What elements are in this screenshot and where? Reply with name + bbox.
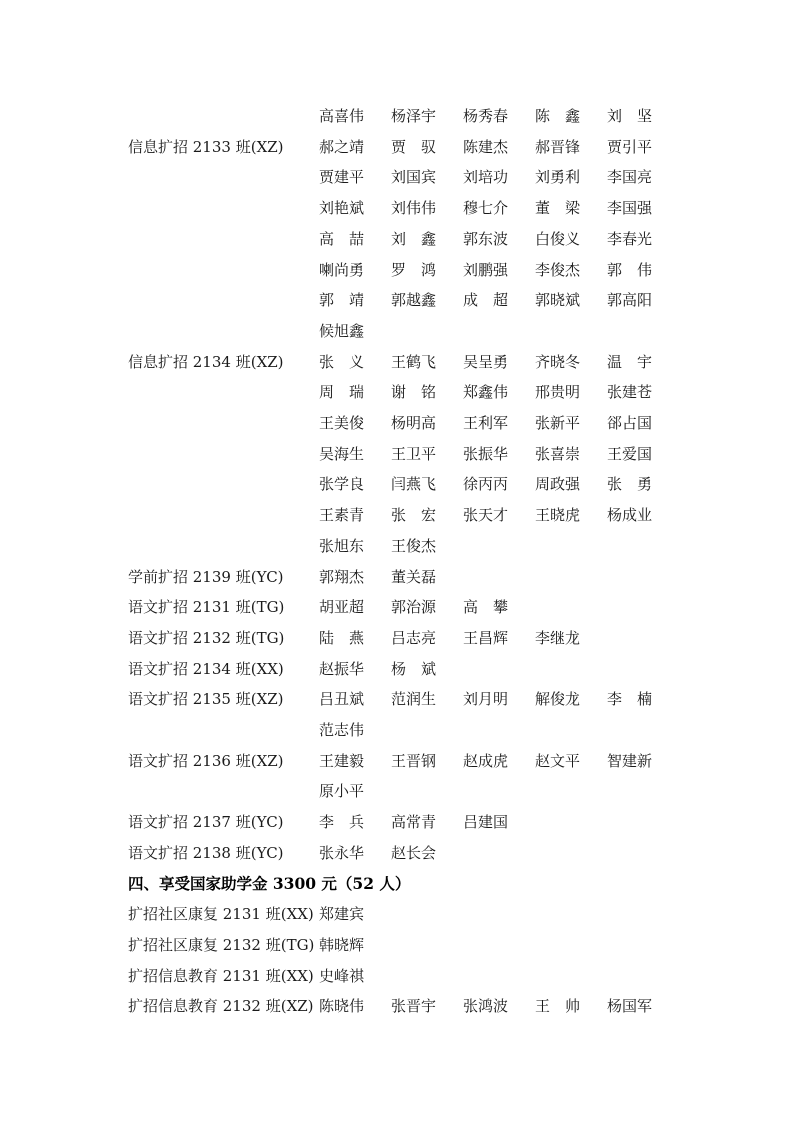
roster-row bbox=[0, 595, 793, 619]
class-label: 语文扩招 2138 班(YC) bbox=[128, 843, 284, 862]
class-label: 扩招社区康复 2131 班(XX) bbox=[128, 905, 314, 924]
roster-row bbox=[0, 749, 793, 773]
student-name: 张永华 bbox=[319, 843, 365, 862]
student-name: 张建苍 bbox=[607, 383, 653, 402]
roster-row bbox=[0, 534, 793, 558]
student-name: 邢贵明 bbox=[535, 383, 581, 402]
student-name: 史峰祺 bbox=[319, 966, 365, 985]
student-name: 刘伟伟 bbox=[391, 199, 437, 218]
student-name: 董 梁 bbox=[535, 199, 581, 218]
roster-row bbox=[0, 933, 793, 957]
student-name: 陈建杰 bbox=[463, 137, 509, 156]
student-name: 高 攀 bbox=[463, 598, 509, 617]
roster-row bbox=[0, 994, 793, 1018]
student-name: 吴海生 bbox=[319, 444, 365, 463]
student-name: 杨泽宇 bbox=[391, 107, 437, 125]
roster-row bbox=[0, 779, 793, 803]
student-name: 张鸿波 bbox=[463, 997, 509, 1016]
student-name: 李俊杰 bbox=[535, 260, 581, 279]
class-label: 信息扩招 2134 班(XZ) bbox=[128, 352, 284, 371]
roster-row bbox=[0, 902, 793, 926]
student-name: 郭 伟 bbox=[607, 260, 653, 279]
class-label: 语文扩招 2132 班(TG) bbox=[128, 628, 285, 647]
roster-row bbox=[0, 350, 793, 374]
student-name: 赵振华 bbox=[319, 659, 365, 678]
student-name: 王俊杰 bbox=[391, 536, 437, 555]
student-name: 王美俊 bbox=[319, 414, 365, 432]
student-name: 刘勇利 bbox=[535, 168, 581, 187]
student-name: 周政强 bbox=[535, 475, 581, 494]
student-name: 李 兵 bbox=[319, 813, 365, 832]
student-name: 原小平 bbox=[319, 782, 365, 801]
student-name: 王晓虎 bbox=[535, 506, 581, 525]
class-label: 扩招社区康复 2132 班(TG) bbox=[128, 935, 315, 954]
student-name: 郭翔杰 bbox=[319, 567, 365, 586]
roster-row bbox=[0, 687, 793, 711]
student-name: 胡亚超 bbox=[319, 598, 365, 617]
student-name: 杨国军 bbox=[607, 997, 653, 1016]
student-name: 刘 坚 bbox=[607, 107, 653, 125]
student-name: 张喜崇 bbox=[535, 444, 581, 463]
student-name: 赵长会 bbox=[391, 843, 437, 862]
roster-row bbox=[0, 472, 793, 496]
student-name: 张学良 bbox=[319, 475, 365, 494]
student-name: 赵成虎 bbox=[463, 751, 509, 770]
student-name: 王建毅 bbox=[319, 751, 365, 770]
student-name: 陈晓伟 bbox=[319, 997, 365, 1016]
student-name: 贾引平 bbox=[607, 137, 653, 156]
section-heading: 四、享受国家助学金 3300 元（52 人） bbox=[128, 873, 411, 893]
student-name: 李 楠 bbox=[607, 690, 653, 709]
student-name: 刘月明 bbox=[463, 690, 509, 709]
student-name: 杨 斌 bbox=[391, 659, 437, 678]
student-name: 刘培功 bbox=[463, 168, 509, 187]
student-name: 董关磊 bbox=[391, 567, 437, 586]
student-name: 徐丙丙 bbox=[463, 475, 509, 494]
class-label: 语文扩招 2135 班(XZ) bbox=[128, 690, 284, 709]
student-name: 闫燕飞 bbox=[391, 475, 437, 494]
roster-row bbox=[0, 135, 793, 159]
student-name: 郭越鑫 bbox=[391, 291, 437, 310]
student-name: 范润生 bbox=[391, 690, 437, 709]
student-name: 郑建宾 bbox=[319, 905, 365, 924]
roster-row bbox=[0, 626, 793, 650]
student-name: 贾建平 bbox=[319, 168, 365, 187]
roster-row bbox=[0, 442, 793, 466]
student-name: 郝晋锋 bbox=[535, 137, 581, 156]
student-name: 范志伟 bbox=[319, 721, 365, 739]
roster-row bbox=[0, 288, 793, 312]
class-label: 语文扩招 2136 班(XZ) bbox=[128, 751, 284, 770]
roster-row bbox=[0, 380, 793, 404]
student-name: 成 超 bbox=[463, 291, 509, 310]
student-name: 喇尚勇 bbox=[319, 260, 365, 279]
student-name: 杨明高 bbox=[391, 414, 437, 432]
student-name: 吕志亮 bbox=[391, 628, 437, 647]
student-name: 陈 鑫 bbox=[535, 107, 581, 125]
student-name: 王昌辉 bbox=[463, 628, 509, 647]
student-name: 王鹤飞 bbox=[391, 352, 437, 371]
student-name: 郭治源 bbox=[391, 598, 437, 617]
student-name: 王晋钢 bbox=[391, 751, 437, 770]
roster-row bbox=[0, 565, 793, 589]
student-name: 郑鑫伟 bbox=[463, 383, 509, 402]
class-label: 语文扩招 2131 班(TG) bbox=[128, 598, 285, 617]
student-name: 赵文平 bbox=[535, 751, 581, 770]
roster-row bbox=[0, 503, 793, 527]
student-name: 郭 靖 bbox=[319, 291, 365, 310]
student-name: 王爱国 bbox=[607, 444, 653, 463]
roster-row bbox=[0, 657, 793, 681]
student-name: 王卫平 bbox=[391, 444, 437, 463]
student-name: 候旭鑫 bbox=[319, 321, 365, 340]
student-name: 张晋宇 bbox=[391, 997, 437, 1016]
roster-row bbox=[0, 258, 793, 282]
student-name: 刘 鑫 bbox=[391, 229, 437, 248]
student-name: 刘鹏强 bbox=[463, 260, 509, 279]
student-name: 李国强 bbox=[607, 199, 653, 218]
student-name: 白俊义 bbox=[535, 229, 581, 248]
student-name: 张 宏 bbox=[391, 506, 437, 525]
roster-row bbox=[0, 319, 793, 343]
student-name: 罗 鸿 bbox=[391, 260, 437, 279]
student-name: 吕建国 bbox=[463, 813, 509, 832]
student-name: 刘国宾 bbox=[391, 168, 437, 187]
student-name: 刘艳斌 bbox=[319, 199, 365, 218]
student-name: 齐晓冬 bbox=[535, 352, 581, 371]
roster-row bbox=[0, 227, 793, 251]
student-name: 李国亮 bbox=[607, 168, 653, 187]
class-label: 语文扩招 2134 班(XX) bbox=[128, 659, 284, 678]
student-name: 谢 铭 bbox=[391, 383, 437, 402]
student-name: 杨秀春 bbox=[463, 107, 509, 125]
roster-row bbox=[0, 196, 793, 220]
student-name: 张 勇 bbox=[607, 475, 653, 494]
student-name: 郭高阳 bbox=[607, 291, 653, 310]
student-name: 郭晓斌 bbox=[535, 291, 581, 310]
student-name: 高 喆 bbox=[319, 229, 365, 248]
student-name: 温 宇 bbox=[607, 352, 653, 371]
student-name: 陆 燕 bbox=[319, 628, 365, 647]
class-label: 信息扩招 2133 班(XZ) bbox=[128, 137, 284, 156]
student-name: 李春光 bbox=[607, 229, 653, 248]
student-name: 张 义 bbox=[319, 352, 365, 371]
roster-row bbox=[0, 165, 793, 189]
class-label: 扩招信息教育 2131 班(XX) bbox=[128, 966, 314, 985]
student-name: 吕丑斌 bbox=[319, 690, 365, 709]
student-name: 郝之靖 bbox=[319, 137, 365, 156]
roster-row bbox=[0, 718, 793, 742]
student-name: 张天才 bbox=[463, 506, 509, 525]
student-name: 高常青 bbox=[391, 813, 437, 832]
student-name: 郤占国 bbox=[607, 414, 653, 432]
student-name: 贾 驭 bbox=[391, 137, 437, 156]
student-name: 王利军 bbox=[463, 414, 509, 432]
student-name: 吴呈勇 bbox=[463, 352, 509, 371]
student-name: 高喜伟 bbox=[319, 107, 365, 125]
student-name: 王素青 bbox=[319, 506, 365, 525]
roster-row bbox=[0, 411, 793, 435]
roster-row bbox=[0, 104, 793, 128]
class-label: 学前扩招 2139 班(YC) bbox=[128, 567, 284, 586]
roster-row bbox=[0, 964, 793, 988]
class-label: 语文扩招 2137 班(YC) bbox=[128, 813, 284, 832]
roster-row bbox=[0, 841, 793, 865]
roster-row bbox=[0, 810, 793, 834]
student-name: 张振华 bbox=[463, 444, 509, 463]
student-name: 杨成业 bbox=[607, 506, 653, 525]
student-name: 张新平 bbox=[535, 414, 581, 432]
student-name: 韩晓辉 bbox=[319, 935, 365, 954]
student-name: 智建新 bbox=[607, 751, 653, 770]
student-name: 张旭东 bbox=[319, 536, 365, 555]
student-name: 李继龙 bbox=[535, 628, 581, 647]
student-name: 郭东波 bbox=[463, 229, 509, 248]
class-label: 扩招信息教育 2132 班(XZ) bbox=[128, 997, 314, 1016]
student-name: 解俊龙 bbox=[535, 690, 581, 709]
student-name: 王 帅 bbox=[535, 997, 581, 1016]
student-name: 周 瑞 bbox=[319, 383, 365, 402]
student-name: 穆七介 bbox=[463, 199, 509, 218]
